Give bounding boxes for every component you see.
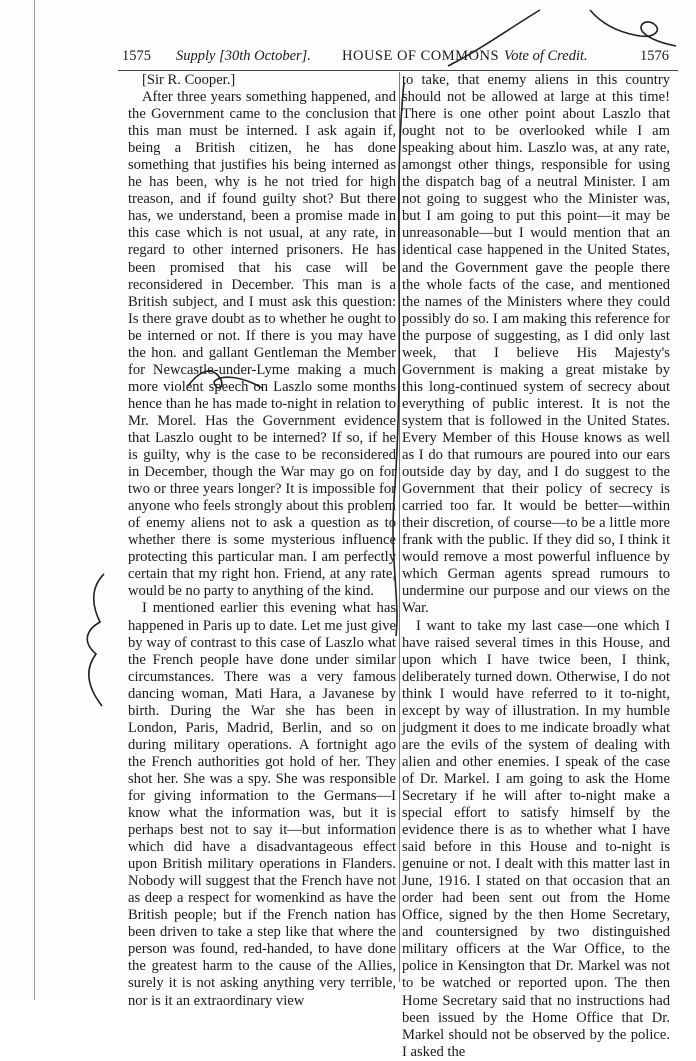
right-paragraph-2: I want to take my last case—one which I have raised several times in this House, and upon which I have twice been, I think, deliberately turned down. Otherwise, I do not think I would have referred to it to-night, except by way of illustration. In my humble judgment it does to me indicate broadly what are the evils of the system of dealing with alien and other enemies. I speak of the case of Dr. Markel. I am going to ask the Home Secretary if he will after to-night make a special effort to satisfy himself by the evidence there is as to whether what I have said before in this House and to-night is genuine or not. I dealt with this matter last in June, 1916. I stated on that occasion that an order had been sent out from the Home Office, signed by the then Home Secretary, and countersigned by two distinguished military officers at the War Office, to the police in Kensington that Dr. Markel was not to be watched or reported upon. The then Home Secretary said that no instructions had been issued by the Home Office that Dr. Markel should not be observed by the police. I asked the (402, 617, 670, 1060)
left-column (128, 72, 396, 1010)
page-edge-line (34, 0, 35, 1000)
header-supply-date: Supply [30th October]. (176, 48, 311, 64)
right-paragraph-1: to take, that enemy aliens in this country should not be allowed at large at this time! There is one other point about Laszlo that ought not to be overlooked while I am speaking about him. Laszlo was, at any rate, amongst other things, responsible for using the dispatch bag of a neutral Minister. I am not going to suggest who the Minister was, but I am going to put this point—it may be unreasonable—but I would mention that an identical case happened in the United States, and the Government gave the people there the whole facts of the case, and mentioned the names of the Ministers where they could possibly do so. I am making this reference for the purpose of suggesting, as I did only last week, that I believe His Majesty's Government is making a great mistake by this long-continued system of secrecy about everything of public interest. It is not the system that is followed in the United States. Every Member of this House knows as well as I do that rumours are poured into our ears outside day by day, and I do suggest to the Government that their policy of secrecy is carried too far. It would be better—within their discretion, of course—to be a little more frank with the public. If they did so, I think it would remove a most powerful influence by which German agents spread rumours to undermine our purpose and our views on the War. (402, 72, 670, 617)
pen-bracket-right-icon (386, 80, 410, 640)
pen-loop-icon (186, 364, 266, 394)
right-column (402, 72, 670, 1061)
left-paragraph-2: I mentioned earlier this evening what has happened in Paris up to date. Let me just give by way of contrast to this case of Laszlo what the French people have done under similar circumstances. There was a very famous dancing woman, Mati Hara, a Javanese by birth. During the War she has been in London, Paris, Madrid, Berlin, and so on during military operations. A fortnight ago the French authorities got hold of her. They shot her. She was a spy. She was responsible for giving information to the Germans—I know what the information was, but it is perhaps best not to say it—but information which did have a disadvantageous effect upon British military operations in Flanders. Nobody will suggest that the French have not as deep a respect for womenkind as have the British people; but if the French nation has been driven to take a step like that where the person was found, red-handed, to have done the greatest harm to the cause of the Allies, surely it is not asking anything very terrible, nor is it an extraordinary view (128, 600, 396, 1009)
page-number-left: 1575 (122, 48, 151, 64)
pen-scribble-top-icon (440, 0, 680, 80)
header-vote-of-credit: Vote of Credit. (504, 48, 588, 64)
page-number-right: 1576 (640, 48, 669, 64)
header-house-title: HOUSE OF COMMONS (342, 48, 500, 64)
pen-bracket-left-icon (74, 570, 114, 710)
speaker-attribution: [Sir R. Cooper.] (142, 72, 236, 88)
left-paragraph-1: After three years something happened, and the Government came to the conclusion that this man must be interned. I ask again if, being a British citizen, he has done something that justifies his being interned as he has been, why is he not tried for high treason, and if found guilty shot? But there has, we understand, been a promise made in this case which is not usual, at any rate, in regard to other interned prisoners. He has been promised that his case will be reconsidered in December. This man is a British subject, and I must ask this question: Is there grave doubt as to whether he ought to be interned or not. If there is you may have the hon. and gallant Gentleman the Member for Newcastle-under-Lyme making a much more violent speech on Laszlo some months hence than he has made to-night in relation to Mr. Morel. Has the Government evidence that Laszlo ought to be interned? If so, if he is guilty, why is the case to be reconsidered in December, though the War may go on for two or three years longer? It is impossible for anyone who feels strongly about this problem of enemy aliens not to ask a question as to whether there is some mysterious influence protecting this particular man. I am perfectly certain that my right hon. Friend, at any rate, would be no party to anything of the kind. (128, 89, 396, 600)
